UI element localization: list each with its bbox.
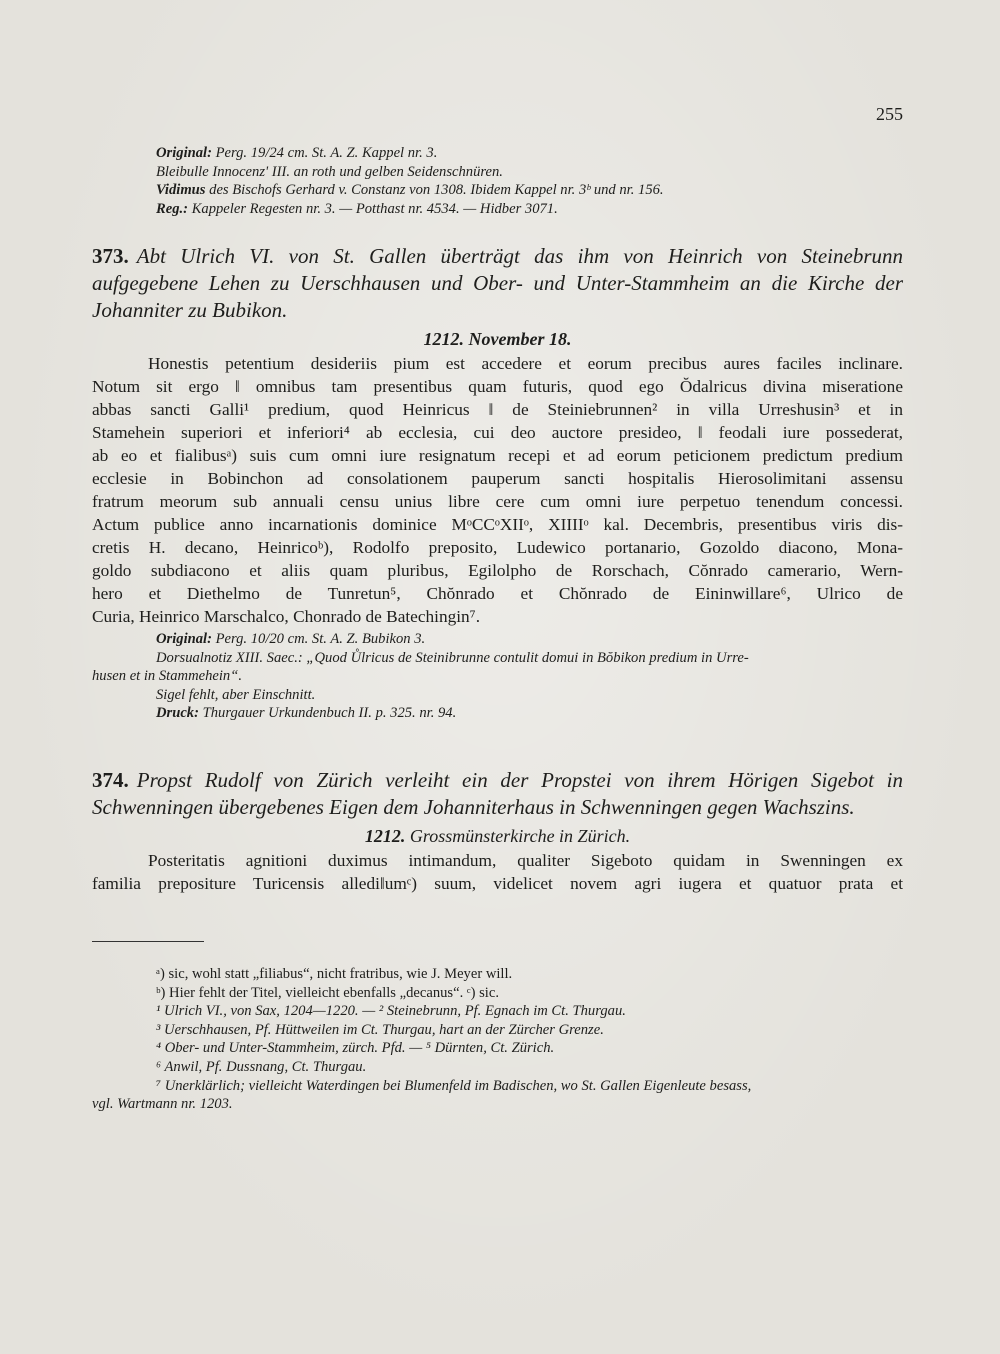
document-373 (92, 243, 903, 723)
document-number: 374. (92, 768, 129, 792)
document-date: 1212. Grossmünsterkirche in Zürich. (364, 826, 631, 846)
note-line: Vidimus des Bischofs Gerhard v. Constanz von 1308. Ibidem Kappel nr. 3ᵇ und nr. 156. (156, 182, 664, 199)
footnote: ᵇ) Hier fehlt der Titel, vielleicht ebenfalls „decanus“. ᶜ) sic. (156, 984, 499, 1001)
document-text: Honestis petentium desideriis pium est accedere et eorum precibus aures faciles inclinare. Notum sit ergo ‖ omnibus tam presentibus quam futuris, quod ego Ŏdalricus divina miseratione abbas sancti Galli¹ predium, quod Heinricus ‖ de Steiniebrunnen² in villa Urreshusin³ et in Stamehein superiori et inferiori⁴ ab ecclesia, cui deo auctore presideo, ‖ feodali iure possederat, ab eo et fialibusᵃ) suis cum omni iure resignatum recepi et ad eorum peticionem predictum predium ecclesie in Bobinchon ad consolationem pauperum sancti hospitalis Hierosolimitani assensu fratrum meorum sub annuali censu unius libre cere cum omni iure perpetuo tenendum concessi. Actum publice anno incarnationis dominice MᵒCCᵒXIIᵒ, XIIIIᵒ kal. Decembris, presentibus viris dis- cretis H. decano, Heinricoᵇ), Rodolfo preposito, Ludewico portanario, Gozoldo diacono, Mona- goldo subdiacono et aliis quam pluribus, Egilolpho de Rorschach, Cŏnrado camerario, Wern- hero et Diethelmo de Tunretun⁵, Chŏnrado et Chŏnrado de Eininwillare⁶, Ulrico de Curia, Heinrico Marschalco, Chonrado de Batechingin⁷. (92, 354, 903, 626)
footnotes (92, 965, 903, 1114)
source-notes (92, 144, 903, 218)
note-line: Bleibulle Innocenz' III. an roth und gelben Seidenschnüren. (156, 163, 503, 180)
document-text: Posteritatis agnitioni duximus intimandum, qualiter Sigeboto quidam in Swenningen ex familia prepositure Turicensis allediǁumᶜ) suum, videlicet novem agri iugera et quatuor prata et (92, 851, 903, 893)
footnote: ⁷ Unerklärlich; vielleicht Waterdingen bei Blumenfeld im Badischen, wo St. Gallen Eigenleute besass, (156, 1077, 752, 1094)
note-line: Reg.: Kappeler Regesten nr. 3. — Potthast nr. 4534. — Hidber 3071. (156, 200, 558, 217)
document-notes: Original: Perg. 10/20 cm. St. A. Z. Bubikon 3. Dorsualnotiz XIII. Saec.: „Quod Ůlricus de Steinibrunne contulit domui in Bŏbikon predium in Urre- husen et in Stammehein“. Sigel fehlt, aber Einschnitt. Druck: Thurgauer Urkundenbuch II. p. 325. nr. 94. (92, 631, 749, 722)
document-date: 1212. November 18. (423, 329, 572, 349)
footnote: ⁶ Anwil, Pf. Dussnang, Ct. Thurgau. (156, 1058, 367, 1075)
document-heading: 374. Propst Rudolf von Zürich verleiht ein der Propstei von ihrem Hörigen Sigebot in Schwenningen übergebenes Eigen dem Johanniterhaus in Schwenningen gegen Wachszins. (92, 768, 903, 819)
footnote: ᵃ) sic, wohl statt „filiabus“, nicht fratribus, wie J. Meyer will. (156, 966, 513, 982)
footnote-rule (92, 941, 204, 942)
document-number: 373. (92, 244, 129, 268)
footnote: ¹ Ulrich VI., von Sax, 1204—1220. — ² Steinebrunn, Pf. Egnach im Ct. Thurgau. (156, 1003, 626, 1020)
document-heading: 373. Abt Ulrich VI. von St. Gallen überträgt das ihm von Heinrich von Steinebrunn aufgegebene Lehen zu Uerschhausen und Ober- und Unter-Stammheim an die Kirche der Johanniter zu Bubikon. (92, 244, 903, 322)
footnote: vgl. Wartmann nr. 1203. (92, 1096, 233, 1113)
note-line: Original: Perg. 19/24 cm. St. A. Z. Kappel nr. 3. (156, 145, 438, 161)
footnote: ³ Uerschhausen, Pf. Hüttweilen im Ct. Thurgau, hart an der Zürcher Grenze. (156, 1021, 604, 1038)
page-number: 255 (876, 104, 903, 124)
document-374 (92, 767, 903, 895)
footnote: ⁴ Ober- und Unter-Stammheim, zürch. Pfd. — ⁵ Dürnten, Ct. Zürich. (156, 1040, 555, 1057)
